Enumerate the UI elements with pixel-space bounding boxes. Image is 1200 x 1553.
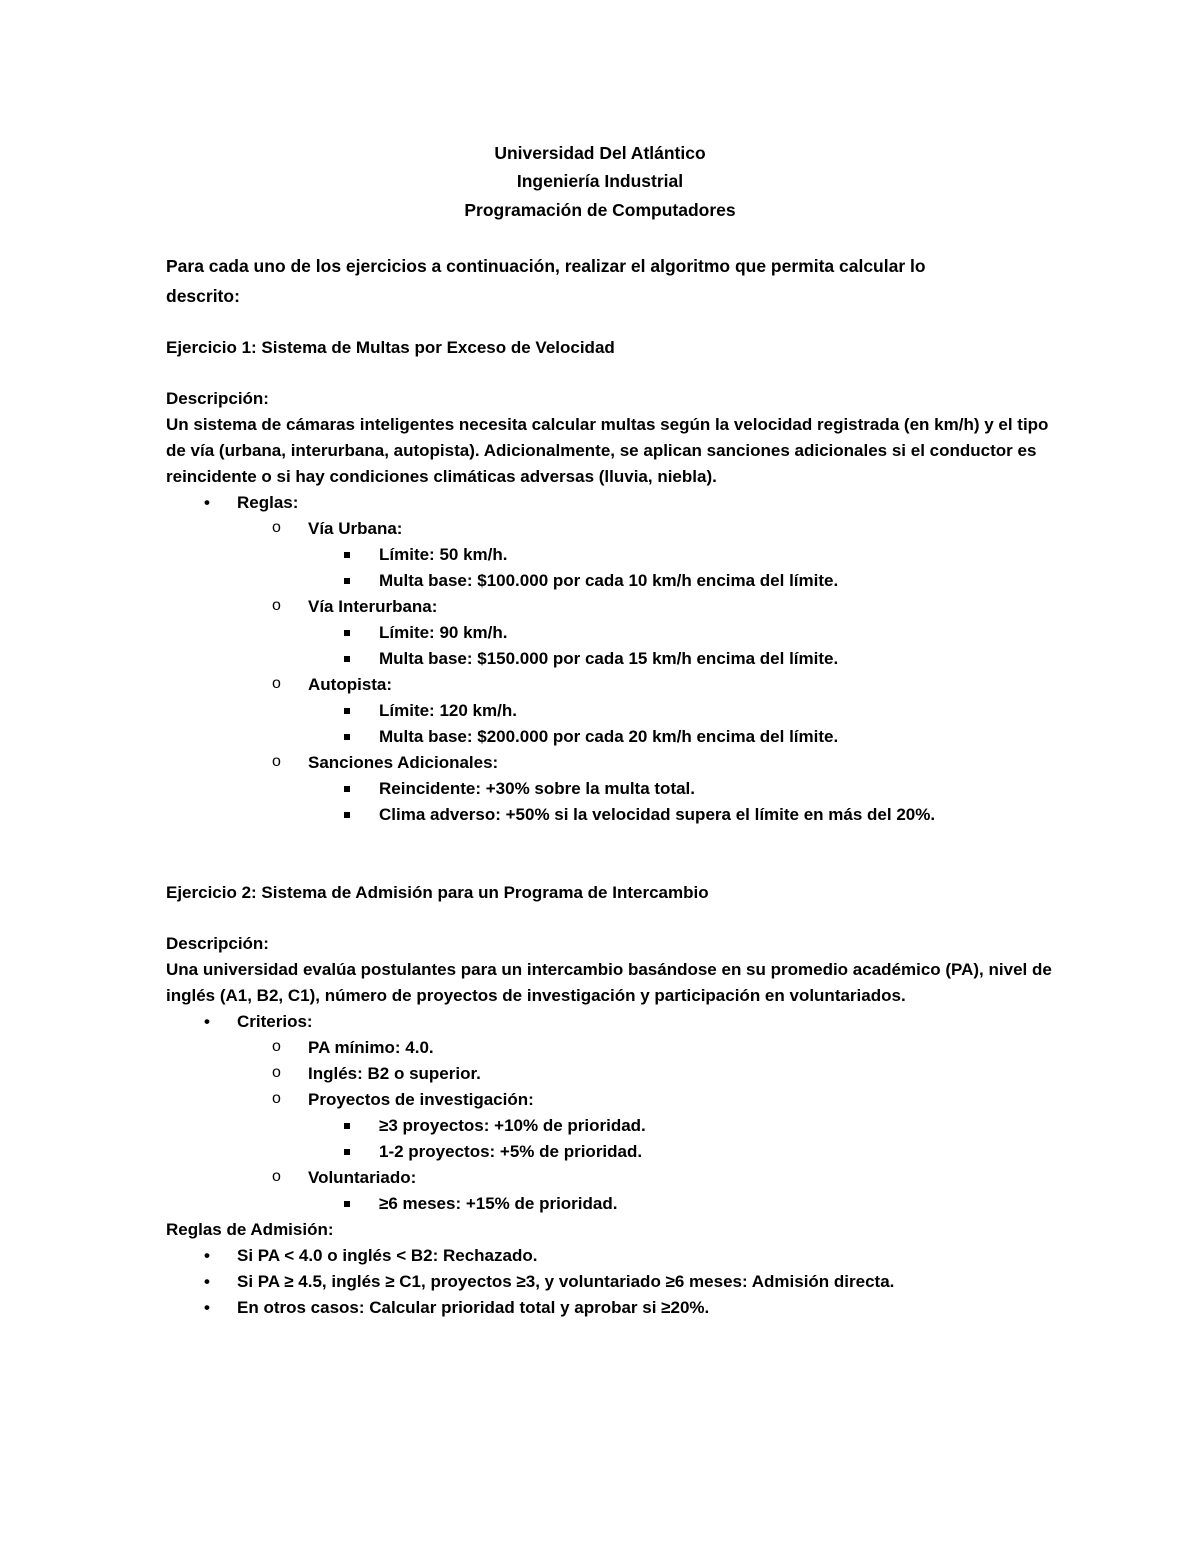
ex2-desc-line: Una universidad evalúa postulantes para un intercambio basándose en su promedio académico (PA), nivel de [166,960,1052,979]
intro-line-1: Para cada uno de los ejercicios a continuación, realizar el algoritmo que permita calcular lo [166,256,926,276]
ex1-rules-label: • Reglas: [237,492,298,514]
ex1-interurbana-limit: Límite: 90 km/h. [379,623,508,642]
ex1-sanciones-label: o Sanciones Adicionales: [308,752,498,774]
ex1-autopista-limit: Límite: 120 km/h. [379,701,517,720]
ex1-interurbana-label: o Vía Interurbana: [308,596,437,618]
program-name: Ingeniería Industrial [516,171,684,191]
ex2-voluntariado-6: ≥6 meses: +15% de prioridad. [379,1194,618,1213]
ex1-sancion-reincidente: Reincidente: +30% sobre la multa total. [379,779,696,798]
ex1-desc-line: reincidente o si hay condiciones climáticas adversas (lluvia, niebla). [166,467,717,486]
ex2-pa-min: o PA mínimo: 4.0. [308,1037,434,1059]
ex2-title: Ejercicio 2: Sistema de Admisión para un Programa de Intercambio [166,883,709,902]
university-name: Universidad Del Atlántico [494,143,706,163]
ex2-criteria-label: • Criterios: [237,1011,313,1033]
ex2-proyectos-12: 1-2 proyectos: +5% de prioridad. [379,1142,643,1161]
ex2-admission-rule: • En otros casos: Calcular prioridad total y aprobar si ≥20%. [237,1297,709,1319]
ex1-urbana-fine: Multa base: $100.000 por cada 10 km/h encima del límite. [379,571,839,590]
ex2-ingles: o Inglés: B2 o superior. [308,1063,481,1085]
ex1-urbana-limit: Límite: 50 km/h. [379,545,508,564]
intro-line-2: descrito: [166,286,240,306]
ex2-admission-rule: • Si PA < 4.0 o inglés < B2: Rechazado. [237,1245,537,1267]
ex1-desc-line: Un sistema de cámaras inteligentes necesita calcular multas según la velocidad registrada (en km/h) y el tipo [166,415,1049,434]
ex2-proyectos-3: ≥3 proyectos: +10% de prioridad. [379,1116,646,1135]
ex2-admission-label: Reglas de Admisión: [166,1220,334,1239]
ex1-desc-label: Descripción: [166,389,269,408]
ex1-autopista-fine: Multa base: $200.000 por cada 20 km/h encima del límite. [379,727,839,746]
ex2-proyectos-label: o Proyectos de investigación: [308,1089,534,1111]
ex1-urbana-label: o Vía Urbana: [308,518,402,540]
course-name: Programación de Computadores [464,200,736,220]
ex1-autopista-label: o Autopista: [308,674,392,696]
ex2-desc-label: Descripción: [166,934,269,953]
ex1-interurbana-fine: Multa base: $150.000 por cada 15 km/h encima del límite. [379,649,839,668]
ex2-admission-rule: • Si PA ≥ 4.5, inglés ≥ C1, proyectos ≥3, y voluntariado ≥6 meses: Admisión directa. [237,1271,894,1293]
ex1-sancion-clima: Clima adverso: +50% si la velocidad supera el límite en más del 20%. [379,805,936,824]
ex2-desc-line: inglés (A1, B2, C1), número de proyectos de investigación y participación en voluntariados. [166,986,906,1005]
ex2-voluntariado-label: o Voluntariado: [308,1167,416,1189]
ex1-desc-line: de vía (urbana, interurbana, autopista). Adicionalmente, se aplican sanciones adicionales si el conductor es [166,441,1037,460]
ex1-title: Ejercicio 1: Sistema de Multas por Exceso de Velocidad [166,338,615,357]
